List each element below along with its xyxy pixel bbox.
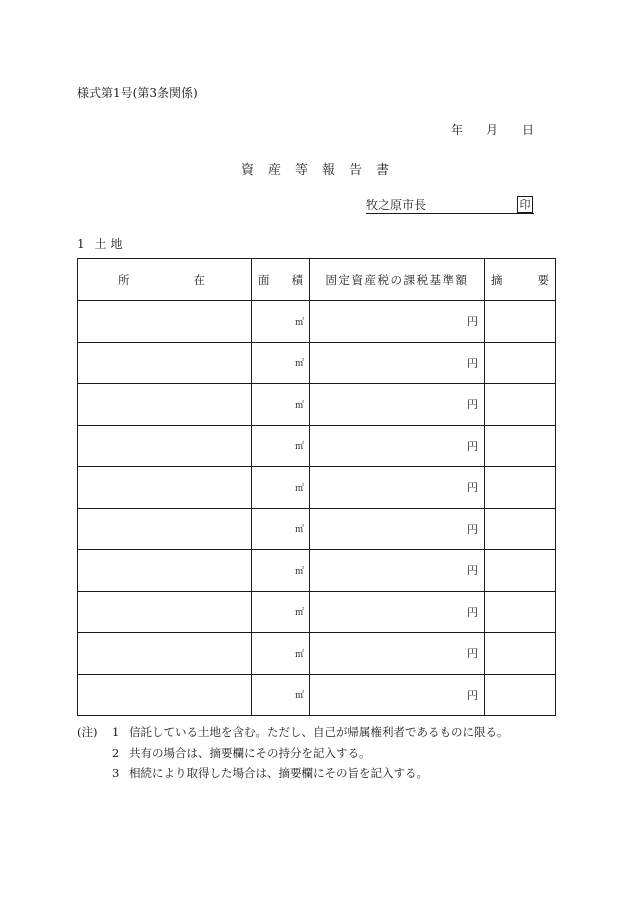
note-item bbox=[77, 763, 509, 784]
document-title: 資産等報告書 bbox=[240, 163, 403, 178]
tax-value-cell[interactable]: 円 bbox=[310, 342, 485, 384]
table-row bbox=[78, 550, 556, 592]
area-cell[interactable]: ㎡ bbox=[252, 591, 310, 633]
table-row bbox=[78, 508, 556, 550]
area-cell[interactable]: ㎡ bbox=[252, 467, 310, 509]
note-item bbox=[77, 743, 509, 764]
section-label: 土 地 bbox=[94, 237, 123, 251]
tax-value-cell[interactable]: 円 bbox=[310, 384, 485, 426]
location-cell[interactable] bbox=[78, 674, 252, 716]
table-row bbox=[78, 591, 556, 633]
area-cell[interactable]: ㎡ bbox=[252, 301, 310, 343]
tax-value-cell[interactable]: 円 bbox=[310, 550, 485, 592]
notes-prefix: (注) bbox=[77, 725, 98, 739]
location-cell[interactable] bbox=[78, 633, 252, 675]
header-location-part1: 所 bbox=[118, 272, 130, 287]
tax-value-cell[interactable]: 円 bbox=[310, 425, 485, 467]
location-cell[interactable] bbox=[78, 508, 252, 550]
remarks-cell[interactable] bbox=[485, 301, 556, 343]
area-cell[interactable]: ㎡ bbox=[252, 633, 310, 675]
seal-mark: 印 bbox=[517, 196, 533, 213]
land-table bbox=[77, 258, 556, 716]
area-cell[interactable]: ㎡ bbox=[252, 425, 310, 467]
tax-value-cell[interactable]: 円 bbox=[310, 591, 485, 633]
tax-value-cell[interactable]: 円 bbox=[310, 674, 485, 716]
header-tax-value: 固定資産税の課税基準額 bbox=[310, 259, 485, 301]
table-row bbox=[78, 384, 556, 426]
note-text: 共有の場合は、摘要欄にその持分を記入する。 bbox=[129, 745, 371, 760]
header-area-part1: 面 bbox=[258, 272, 270, 287]
note-number: 1 bbox=[112, 725, 120, 739]
date-month-label: 月 bbox=[486, 123, 499, 137]
addressee-line bbox=[366, 196, 534, 214]
note-text: 信託している土地を含む。ただし、自己が帰属権利者であるものに限る。 bbox=[129, 725, 509, 739]
area-cell[interactable]: ㎡ bbox=[252, 674, 310, 716]
tax-value-cell[interactable]: 円 bbox=[310, 301, 485, 343]
section-heading bbox=[77, 235, 122, 252]
remarks-cell[interactable] bbox=[485, 508, 556, 550]
note-number: 2 bbox=[112, 745, 120, 760]
remarks-cell[interactable] bbox=[485, 467, 556, 509]
tax-value-cell[interactable]: 円 bbox=[310, 467, 485, 509]
table-row bbox=[78, 342, 556, 384]
remarks-cell[interactable] bbox=[485, 384, 556, 426]
remarks-cell[interactable] bbox=[485, 425, 556, 467]
header-area bbox=[252, 259, 310, 301]
note-text: 相続により取得した場合は、摘要欄にその旨を記入する。 bbox=[129, 766, 428, 780]
area-cell[interactable]: ㎡ bbox=[252, 550, 310, 592]
header-remarks-part1: 摘 bbox=[491, 272, 503, 287]
area-cell[interactable]: ㎡ bbox=[252, 508, 310, 550]
location-cell[interactable] bbox=[78, 591, 252, 633]
location-cell[interactable] bbox=[78, 342, 252, 384]
location-cell[interactable] bbox=[78, 550, 252, 592]
remarks-cell[interactable] bbox=[485, 591, 556, 633]
table-row bbox=[78, 467, 556, 509]
form-id: 様式第1号(第3条関係) bbox=[77, 86, 198, 100]
location-cell[interactable] bbox=[78, 384, 252, 426]
tax-value-cell[interactable]: 円 bbox=[310, 633, 485, 675]
header-location bbox=[78, 259, 252, 301]
table-header-row bbox=[78, 259, 556, 301]
addressee-name: 牧之原市長 bbox=[366, 198, 427, 212]
date-year-label: 年 bbox=[451, 123, 464, 137]
section-number: 1 bbox=[77, 237, 85, 251]
remarks-cell[interactable] bbox=[485, 674, 556, 716]
header-area-part2: 積 bbox=[291, 272, 303, 287]
note-item bbox=[77, 722, 509, 743]
table-row bbox=[78, 425, 556, 467]
area-cell[interactable]: ㎡ bbox=[252, 342, 310, 384]
table-row bbox=[78, 301, 556, 343]
header-remarks-part2: 要 bbox=[537, 272, 549, 287]
note-number: 3 bbox=[112, 766, 120, 780]
remarks-cell[interactable] bbox=[485, 550, 556, 592]
remarks-cell[interactable] bbox=[485, 342, 556, 384]
table-row bbox=[78, 674, 556, 716]
area-cell[interactable]: ㎡ bbox=[252, 384, 310, 426]
header-location-part2: 在 bbox=[193, 272, 205, 287]
location-cell[interactable] bbox=[78, 425, 252, 467]
date-day-label: 日 bbox=[522, 123, 535, 137]
location-cell[interactable] bbox=[78, 467, 252, 509]
table-row bbox=[78, 633, 556, 675]
remarks-cell[interactable] bbox=[485, 633, 556, 675]
location-cell[interactable] bbox=[78, 301, 252, 343]
notes bbox=[77, 722, 509, 784]
header-remarks bbox=[485, 259, 556, 301]
tax-value-cell[interactable]: 円 bbox=[310, 508, 485, 550]
